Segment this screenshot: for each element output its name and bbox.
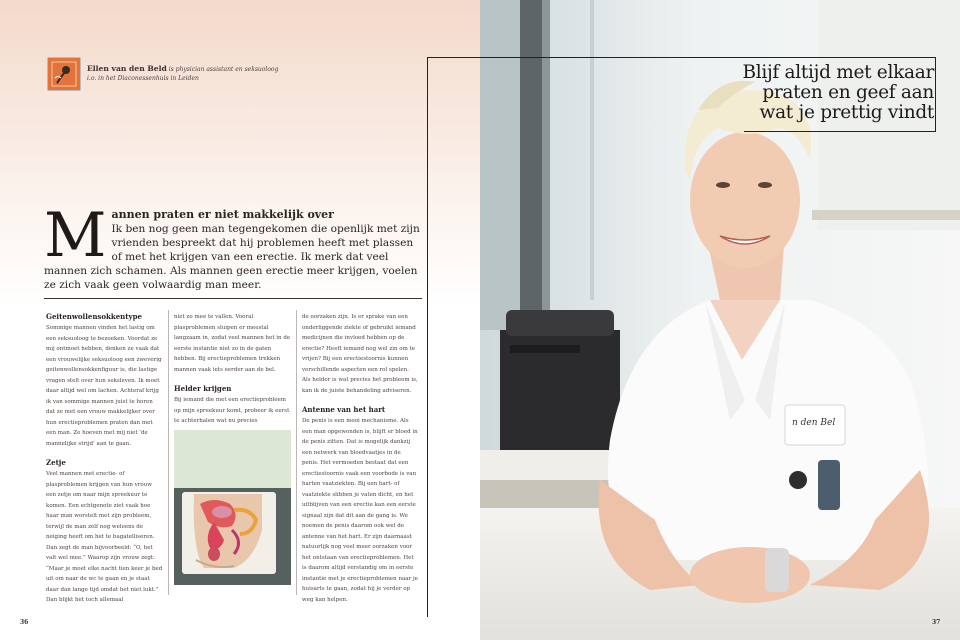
section-text: Bij iemand die met een erectieprobleem op mijn spreekuur komt, probeer ik eerst te achterhalen wat nu precies [174, 397, 290, 424]
column-divider [296, 310, 297, 595]
section-text: Sommige mannen vinden het lastig om een seksuoloog te bezoeken. Voordat ze mij ontmoet hebben, denken ze vaak dat een vrouwelijke seksuoloog een zweverig geitenwollensokkenfiguur is, die lastige vragen stelt over hun seksleven. Ik moet daar altijd wel om lachen. Achteraf krijg ik van sommige mannen juist te horen dat ze met een vrouw makkelijker over hun erectieproblemen praten dan met een man. Ze hoeven met mij niet ‘de mannelijke strijd’ aan te gaan. [46, 325, 162, 447]
page-number-right: 37 [932, 619, 941, 626]
section-text: niet zo mee te vallen. Vooral plasproblemen sluipen er meestal langzaam in, zodat veel mannen het in de eerste instantie niet zo in de gaten hebben. Bij erectieproblemen trekken mannen vaak iets eerder aan de bel. [174, 314, 291, 373]
anatomy-model-photo [174, 430, 291, 585]
section-text: De penis is een mooi mechanisme. Als een man opgewonden is, blijft er bloed in de penis zitten. Dat is mogelijk dankzij een netwerk van bloedvaatjes in de penis. Het vermoeden bestaat dat een erectiestoornis vaak een voorbode is van harten vaatziekten. Bij een hart- of vaatziekte slibben je vaten dicht, en het uitblijven van een erectie kan een eerste signaal zijn dat dit aan de gang is. We noemen de penis daarom ook wel de antenne van het hart. Er zijn daarnaast natuurlijk nog veel meer oorzaken voor het ontstaan van erectieproblemen. Het is daarom altijd verstandig om in eerste instantie met je erectieproblemen naar je huisarts te gaan, zodat hij je verder op weg kan helpen. [302, 418, 418, 603]
intro-divider [44, 298, 422, 299]
section-text: de oorzaken zijn. Is er sprake van een onderliggende ziekte of gebruikt iemand medicijnen die invloed hebben op de erectie? Heeft iemand nog wel zin om te vrijen? Bij een erectiestoornis kunnen verschillende aspecten een rol spelen. Als helder is wat precies het probleem is, kan ik de juiste behandeling adviseren. [302, 314, 418, 394]
column-3 [302, 312, 419, 605]
section-text: Veel mannen met erectie- of plasproblemen krijgen van hun vrouw een zetje om naar mijn spreekuur te komen. Een echtgenote ziet vaak hoe haar man worstelt met zijn probleem, terwijl de man zelf nog weleens de neiging heeft om het te bagatelliseren. Dan zegt de man bijvoorbeeld: “O, het valt wel mee.” Waarop zijn vrouw zegt: “Maar je moet elke nacht tien keer je bed uit om naar de wc te gaan en je staat daar dan lange tijd omdat het niet lukt.” Dan blijkt het toch allemaal [46, 471, 163, 603]
section-heading: Antenne van het hart [302, 405, 386, 414]
author-name: Ellen van den Beld [87, 64, 167, 73]
drop-cap: M [44, 200, 107, 271]
author-avatar [47, 57, 81, 91]
page-number-left: 36 [20, 619, 29, 626]
column-2 [174, 312, 291, 427]
author-byline [87, 64, 287, 83]
author-bio-1: is physician assistant en seksuoloog [166, 66, 279, 73]
pull-quote: Blijf altijd met elkaar praten en geef aan wat je prettig vindt [742, 62, 934, 123]
quote-frame-line [427, 57, 428, 617]
column-divider [168, 310, 169, 595]
section-heading: Geitenwollensokkentype [46, 312, 142, 321]
column-1 [46, 312, 163, 606]
article-title: annen praten er niet makkelijk over [111, 208, 334, 221]
article-intro [44, 200, 420, 292]
author-bio-2: i.o. in het Diaconessenhuis in Leiden [87, 75, 199, 82]
svg-text:n den Bel: n den Bel [792, 418, 836, 428]
article-lead: Ik ben nog geen man tegengekomen die openlijk met zijn vrienden bespreekt dat hij problemen heeft met plassen of met het krijgen van een erectie. Ik merk dat veel mannen zich schamen. Als mannen geen erectie meer krijgen, voelen ze zich vaak geen volwaardig man meer. [44, 223, 420, 291]
section-heading: Helder krijgen [174, 384, 232, 393]
section-heading: Zetje [46, 458, 66, 467]
microphone-icon [48, 58, 80, 90]
